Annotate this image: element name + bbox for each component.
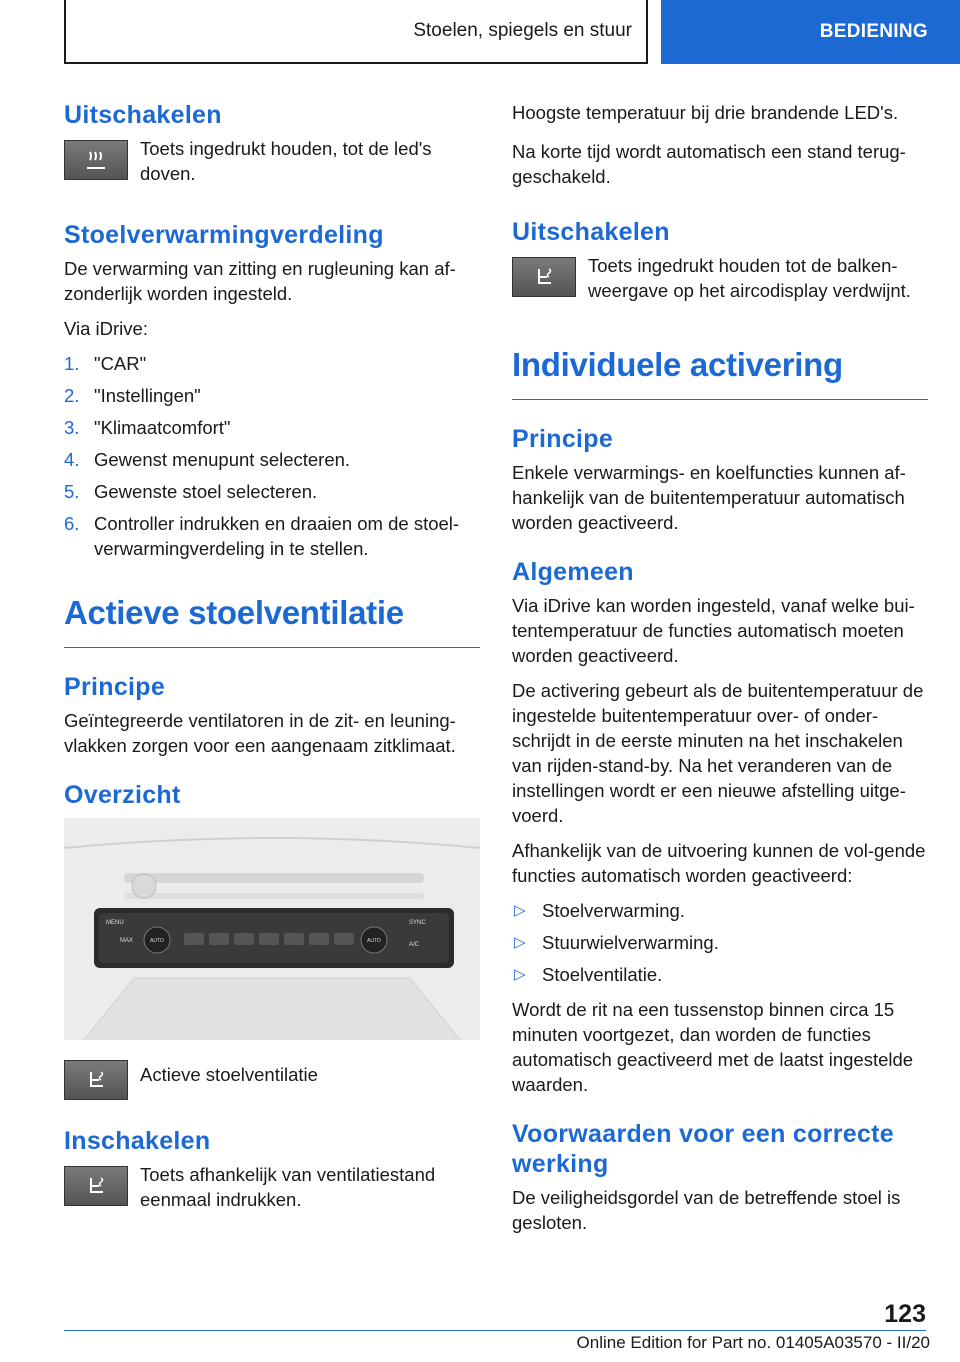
step-text: Gewenst menupunt selecteren. xyxy=(94,449,351,470)
list-item xyxy=(64,479,480,504)
list-item xyxy=(64,383,480,408)
uitschakelen2-text: Toets ingedrukt houden tot de balken-weergave op het aircodisplay verdwijnt. xyxy=(588,255,911,301)
right-column xyxy=(512,100,928,1245)
header-chapter xyxy=(661,0,960,64)
principe2-text: Enkele verwarmings- en koelfuncties kunnen af-hankelijk van de buitentemperatuur automatisch worden geactiveerd. xyxy=(512,462,906,533)
ventilation-icon-caption: Actieve stoelventilatie xyxy=(140,1064,318,1085)
voorwaarden-heading: Voorwaarden voor een correcte werking xyxy=(512,1120,894,1178)
list-item xyxy=(512,930,928,955)
list-item xyxy=(64,351,480,376)
step-number: 2. xyxy=(64,385,80,406)
photo-label-sync: SYNC xyxy=(409,920,426,926)
overzicht-heading: Overzicht xyxy=(64,781,181,809)
step-number: 4. xyxy=(64,449,80,470)
principe-text: Geïntegreerde ventilatoren in de zit- en leuning-vlakken zorgen voor een aangenaam zitklimaat. xyxy=(64,710,456,756)
step-text: "CAR" xyxy=(94,353,147,374)
step-text: Gewenste stoel selecteren. xyxy=(94,481,318,502)
step-number: 1. xyxy=(64,353,80,374)
list-item xyxy=(512,962,928,987)
right-p2: Na korte tijd wordt automatisch een stand terug-geschakeld. xyxy=(512,141,906,187)
seat-heating-off-row xyxy=(64,136,480,186)
step-text: Controller indrukken en draaien om de stoel-verwarmingverdeling in te stellen. xyxy=(94,513,460,559)
header-chapter-title: BEDIENING xyxy=(819,21,928,42)
step-text: "Instellingen" xyxy=(94,385,201,406)
photo-label-max: MAX xyxy=(120,938,134,944)
steps-list xyxy=(64,351,480,561)
photo-label-auto-right: AUTO xyxy=(367,938,381,944)
climate-panel-photo xyxy=(64,818,480,1040)
right-p1: Hoogste temperatuur bij drie brandende LED's. xyxy=(512,102,899,123)
bullet-text: Stoelventilatie. xyxy=(542,964,663,985)
algemeen-heading: Algemeen xyxy=(512,558,634,586)
auto-functions-list xyxy=(512,898,928,987)
seat-ventilation-icon xyxy=(64,1060,128,1100)
photo-label-menu: MENU xyxy=(106,920,124,926)
step-text: "Klimaatcomfort" xyxy=(94,417,231,438)
uitschakelen2-row xyxy=(512,253,928,303)
seat-heating-icon xyxy=(64,140,128,180)
algemeen-p3: Afhankelijk van de uitvoering kunnen de vol-gende functies automatisch worden geactiveerd: xyxy=(512,840,926,886)
bullet-text: Stoelverwarming. xyxy=(542,900,685,921)
list-item xyxy=(64,447,480,472)
step-number: 6. xyxy=(64,513,80,534)
footer-divider xyxy=(64,1330,862,1331)
step-number: 5. xyxy=(64,481,80,502)
individuele-heading: Individuele activering xyxy=(512,343,928,400)
algemeen-p2: De activering gebeurt als de buitentemperatuur de ingestelde buitentemperatuur over- of onder-schrijdt in de eerste minuten na het inschakelen van rijden-stand-by. Na het veranderen van de instellingen wordt er een nieuwe afstelling uitge-voerd. xyxy=(512,680,924,826)
photo-label-auto-left: AUTO xyxy=(150,938,164,944)
footer-divider xyxy=(862,1330,926,1331)
principe2-heading: Principe xyxy=(512,425,614,453)
seat-ventilation-icon xyxy=(64,1166,128,1206)
algemeen-p4: Wordt de rit na een tussenstop binnen circa 15 minuten voortgezet, dan worden de functies automatisch geactiveerd met de laatst ingestelde waarden. xyxy=(512,999,914,1095)
list-item xyxy=(512,898,928,923)
header-section xyxy=(64,0,648,64)
inschakelen-row xyxy=(64,1162,480,1212)
bullet-triangle-icon: ▷ xyxy=(514,902,526,919)
header-section-title: Stoelen, spiegels en stuur xyxy=(413,20,632,41)
list-item xyxy=(64,415,480,440)
page-number: 123 xyxy=(884,1300,926,1328)
bullet-text: Stuurwielverwarming. xyxy=(542,932,719,953)
verdeling-p1: De verwarming van zitting en rugleuning kan af-zonderlijk worden ingesteld. xyxy=(64,258,456,304)
bullet-triangle-icon: ▷ xyxy=(514,966,526,983)
verdeling-heading: Stoelverwarmingverdeling xyxy=(64,221,384,249)
photo-label-ac: A/C xyxy=(409,942,420,948)
verdeling-p2: Via iDrive: xyxy=(64,318,148,339)
voorwaarden-text: De veiligheidsgordel van de betreffende stoel is gesloten. xyxy=(512,1187,901,1233)
step-number: 3. xyxy=(64,417,80,438)
footer-edition: Online Edition for Part no. 01405A03570 - II/20 xyxy=(576,1333,930,1352)
uitschakelen2-heading: Uitschakelen xyxy=(512,218,670,246)
bullet-triangle-icon: ▷ xyxy=(514,934,526,951)
list-item xyxy=(64,511,480,561)
ventilatie-heading: Actieve stoelventilatie xyxy=(64,591,480,648)
algemeen-p1: Via iDrive kan worden ingesteld, vanaf welke bui-tentemperatuur de functies automatisch moeten worden geactiveerd. xyxy=(512,595,915,666)
left-column xyxy=(64,100,480,1222)
inschakelen-heading: Inschakelen xyxy=(64,1127,211,1155)
ventilation-icon-row xyxy=(64,1056,480,1100)
uitschakelen-heading: Uitschakelen xyxy=(64,101,222,129)
uitschakelen-text: Toets ingedrukt houden, tot de led's doven. xyxy=(140,138,432,184)
inschakelen-text: Toets afhankelijk van ventilatiestand eenmaal indrukken. xyxy=(140,1164,436,1210)
seat-ventilation-icon xyxy=(512,257,576,297)
principe-heading: Principe xyxy=(64,673,166,701)
